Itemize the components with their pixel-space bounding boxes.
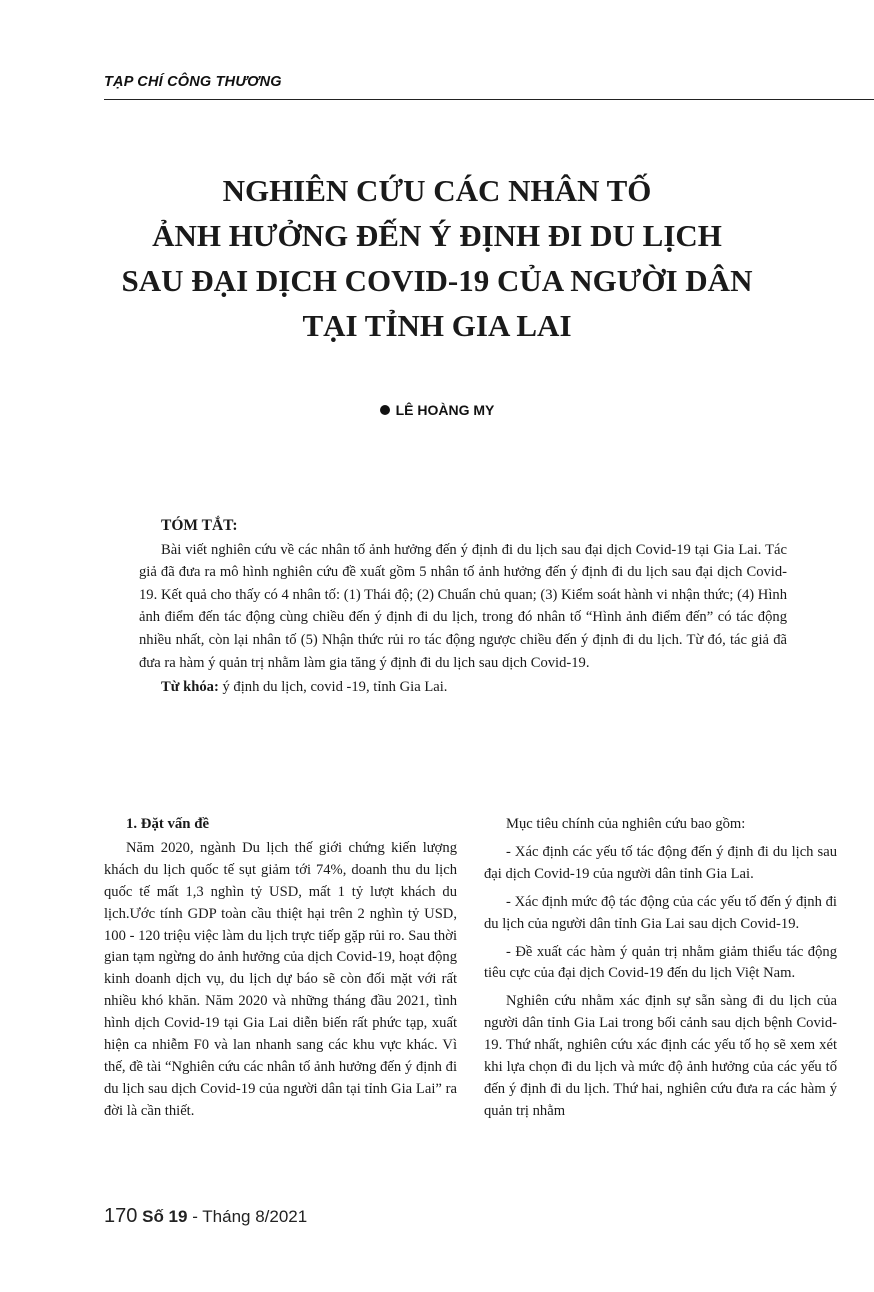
abstract-block	[139, 515, 787, 699]
title-line-3: SAU ĐẠI DỊCH COVID-19 CỦA NGƯỜI DÂN	[121, 263, 753, 298]
title-line-2: ẢNH HƯỞNG ĐẾN Ý ĐỊNH ĐI DU LỊCH	[152, 218, 722, 253]
header-rule	[104, 99, 874, 100]
research-paragraph: Nghiên cứu nhằm xác định sự sẵn sàng đi du lịch của người dân tỉnh Gia Lai trong bối cảnh sau dịch bệnh Covid-19. Thứ nhất, nghiên cứu xác định các yếu tố họ sẽ xem xét khi lựa chọn đi du lịch và mức độ ảnh hưởng của các yếu tố đến ý định đi du lịch. Thứ hai, nghiên cứu đưa ra các hàm ý quản trị nhằm	[484, 993, 837, 1119]
objectives-intro: Mục tiêu chính của nghiên cứu bao gồm:	[506, 816, 746, 832]
intro-paragraph: Năm 2020, ngành Du lịch thế giới chứng kiến lượng khách du lịch quốc tế sụt giảm tới 74%, doanh thu du lịch quốc tế mất 1,3 nghìn tỷ USD, mất 1 tỷ lượt khách du lịch.Ước tính GDP toàn cầu thiệt hại trên 2 nghìn tỷ USD, 100 - 120 triệu việc làm du lịch trực tiếp gặp rủi ro. Sau thời gian tạm ngừng do ảnh hưởng của dịch Covid-19, hoạt động kinh doanh dịch vụ, du lịch dự báo sẽ còn đối mặt với rất nhiều khó khăn. Năm 2020 và những tháng đầu 2021, tình hình dịch Covid-19 tại Gia Lai diễn biến rất phức tạp, xuất hiện ca nhiễm F0 và lan nhanh sang các khu vực khác. Vì thế, đề tài “Nghiên cứu các nhân tố ảnh hưởng đến ý định đi du lịch sau dịch Covid-19 của người dân tại tỉnh Gia Lai” ra đời là cần thiết.	[104, 839, 457, 1119]
title-line-4: TẠI TỈNH GIA LAI	[302, 308, 572, 343]
section-heading: 1. Đặt vấn đề	[126, 816, 210, 832]
keywords-label: Từ khóa:	[161, 679, 219, 696]
keywords-text: ý định du lịch, covid -19, tỉnh Gia Lai.	[218, 679, 448, 696]
journal-name: TẠP CHÍ CÔNG THƯƠNG	[104, 74, 282, 90]
title-line-1: NGHIÊN CỨU CÁC NHÂN TỐ	[222, 173, 652, 208]
issue-date: - Tháng 8/2021	[187, 1207, 308, 1226]
abstract-body: Bài viết nghiên cứu về các nhân tố ảnh hưởng đến ý định đi du lịch sau đại dịch Covid-19 tại Gia Lai. Tác giả đã đưa ra mô hình nghiên cứu đề xuất gồm 5 nhân tố ảnh hưởng đến ý định đi du lịch sau đại dịch Covid-19. Kết quả cho thấy có 4 nhân tố: (1) Thái độ; (2) Chuẩn chủ quan; (3) Kiểm soát hành vi nhận thức; (4) Hình ảnh điểm đến tác động cùng chiều đến ý định đi du lịch, trong đó nhân tố “Hình ảnh điểm đến” có tác động nhiều nhất, còn lại nhân tố (5) Nhận thức rủi ro tác động ngược chiều đến ý định đi du lịch. Từ đó, tác giả đã đưa ra hàm ý quản trị nhằm làm gia tăng ý định đi du lịch sau dịch Covid-19.	[139, 541, 787, 671]
left-column	[104, 814, 457, 1123]
article-title	[80, 168, 794, 348]
page-number: 170	[104, 1205, 138, 1227]
objective-1: - Xác định các yếu tố tác động đến ý định đi du lịch sau đại dịch Covid-19 của người dân tỉnh Gia Lai.	[484, 843, 837, 882]
page-footer	[104, 1205, 307, 1228]
author-name: LÊ HOÀNG MY	[395, 402, 495, 418]
issue-number: Số 19	[142, 1207, 188, 1226]
objective-3: - Đề xuất các hàm ý quản trị nhằm giảm thiểu tác động tiêu cực của đại dịch Covid-19 đến du lịch Việt Nam.	[484, 943, 837, 982]
right-column	[484, 814, 837, 1123]
abstract-heading: TÓM TẮT:	[161, 517, 238, 534]
author-line	[0, 402, 874, 418]
objective-2: - Xác định mức độ tác động của các yếu tố đến ý định đi du lịch của người dân tỉnh Gia Lai sau dịch Covid-19.	[484, 893, 837, 932]
keywords-line	[139, 676, 787, 699]
bullet-icon	[380, 405, 390, 415]
